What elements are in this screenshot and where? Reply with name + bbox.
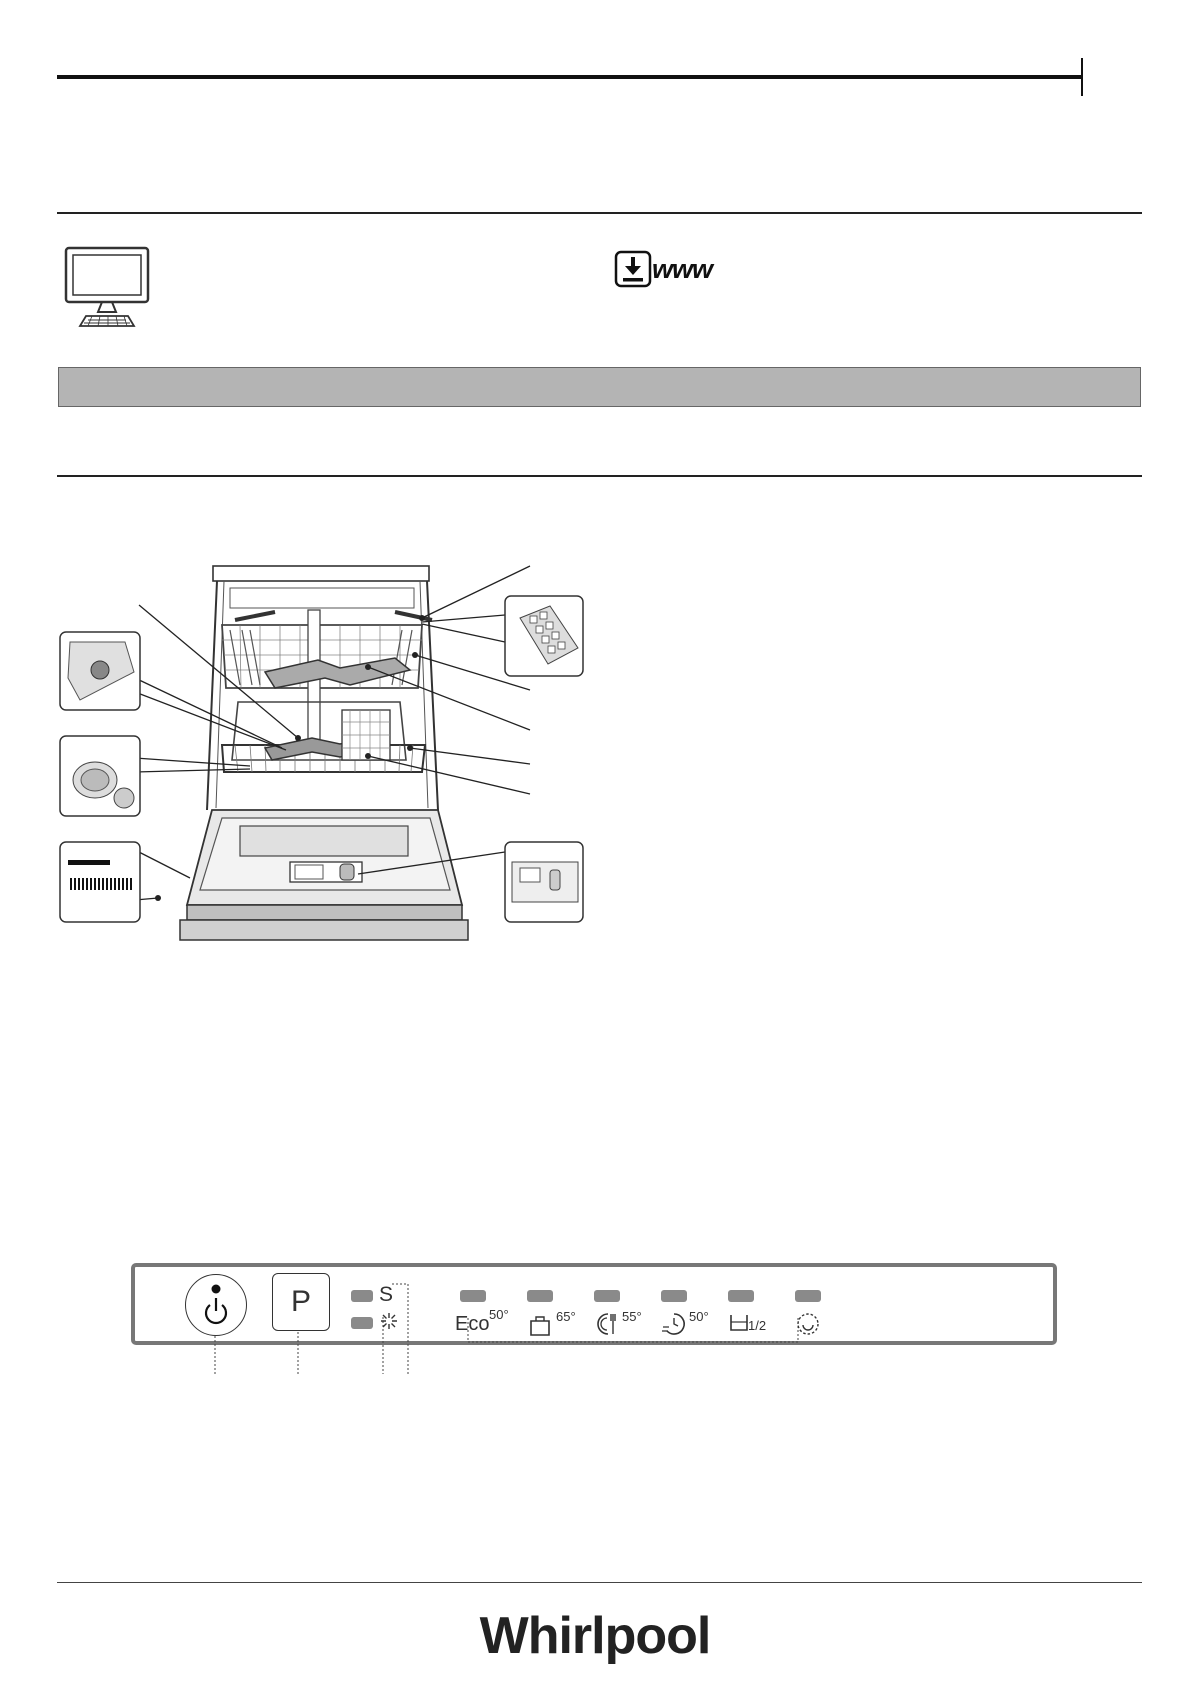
program-light-quick [661,1290,687,1302]
program-light-intensive [527,1290,553,1302]
program-light-eco [460,1290,486,1302]
plate-cutlery-icon [594,1311,620,1342]
pot-temp: 65° [556,1309,576,1324]
rinse-aid-icon [380,1312,398,1330]
download-icon [614,250,652,293]
salt-indicator-light [351,1290,373,1302]
half-load-icon [728,1312,750,1341]
quick-wash-temp: 50° [689,1309,709,1324]
section-banner [58,367,1141,407]
section-divider-2 [57,475,1142,477]
pot-icon [527,1311,553,1342]
eco-label: Eco [455,1313,490,1335]
plate-cutlery-temp: 55° [622,1309,642,1324]
power-icon [186,1275,246,1335]
program-button[interactable]: P [272,1273,330,1331]
eco-temp: 50° [489,1307,509,1322]
quick-wash-icon [661,1311,687,1342]
rinse-aid-indicator-light [351,1317,373,1329]
section-divider [57,212,1142,214]
salt-indicator-label: S [379,1283,394,1306]
monitor-icon [64,246,152,333]
header-rule-tick [1081,58,1083,96]
download-www-label: www [652,254,713,284]
header-rule [57,75,1082,79]
half-load-label: 1/2 [748,1318,767,1333]
program-light-normal [594,1290,620,1302]
smile-icon [795,1311,821,1342]
power-button[interactable] [185,1274,247,1336]
program-light-half-load [728,1290,754,1302]
brand-logo: Whirlpool [479,1607,711,1665]
footer-rule [57,1582,1142,1583]
dishwasher-illustration [50,560,590,985]
program-light-smart [795,1290,821,1302]
